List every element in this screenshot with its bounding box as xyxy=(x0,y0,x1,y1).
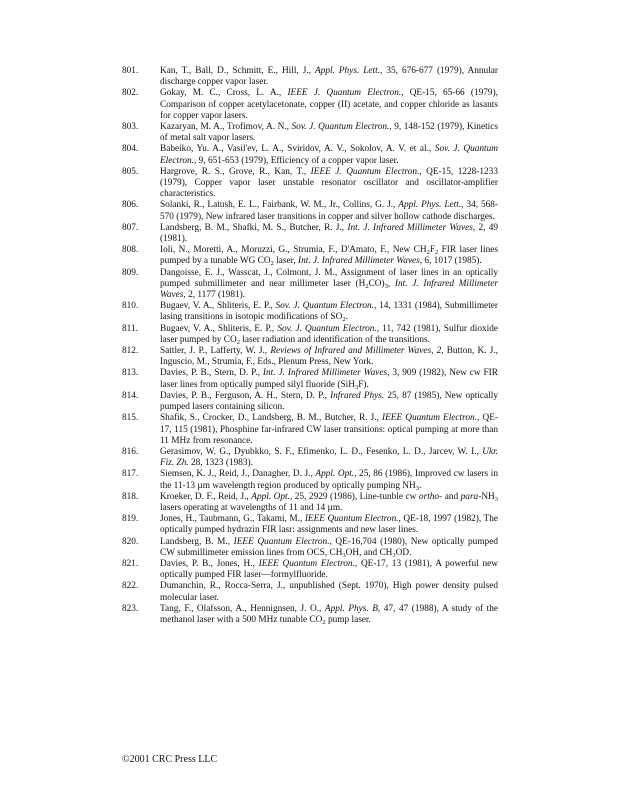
reference-text xyxy=(160,559,498,581)
reference-number: 819. xyxy=(122,514,139,525)
subscript: 2 xyxy=(270,260,274,268)
reference-number: 809. xyxy=(122,267,139,278)
reference-text xyxy=(160,604,498,626)
journal-title: Sov. J. Quantum Electron. xyxy=(277,323,377,334)
subscript: 2 xyxy=(342,316,346,324)
reference-item xyxy=(122,66,498,88)
reference-item xyxy=(122,413,498,447)
reference-number: 802. xyxy=(122,88,139,99)
journal-title: Appl. Opt. xyxy=(315,469,355,480)
reference-number: 817. xyxy=(122,469,139,480)
reference-item xyxy=(122,492,498,514)
reference-segment: pump laser. xyxy=(325,614,371,625)
reference-segment: , 2, 49 (1981). xyxy=(160,222,498,245)
journal-title: Sov. J. Quantum Electron. xyxy=(291,122,390,133)
subscript: 2 xyxy=(365,282,369,290)
reference-segment: laser, xyxy=(273,256,299,267)
reference-item xyxy=(122,144,498,166)
journal-title: IEEE Quantum Electron. xyxy=(233,536,330,547)
reference-item xyxy=(122,223,498,245)
reference-segment: Landsberg, B. M., Shafki, M. S., Butcher, R. J., xyxy=(160,222,348,233)
journal-title: Int. J. Infrared Millimeter Waves xyxy=(160,278,498,301)
reference-text xyxy=(160,492,498,514)
reference-segment: CO) xyxy=(368,278,385,289)
reference-segment: , QE-17, 115 (1981), Phosphine far-infrared CW laser transitions: optical pumping at more than 11 MHz from resonance. xyxy=(160,413,498,446)
journal-title: Int. J. Infrared Millimeter Waves, xyxy=(298,256,423,267)
reference-text xyxy=(160,413,498,447)
reference-number: 810. xyxy=(122,301,139,312)
reference-segment: Hargrove, R. S., Grove, R., Kan, T., xyxy=(160,166,311,177)
journal-title: Sov. J. Quantum Electron. xyxy=(275,301,374,312)
reference-segment: Gerasimov, W. G., Dyubkko, S. F., Efimenko, L. D., Fesenko, L. D., Jarcev, W. I., xyxy=(160,446,483,457)
journal-title: IEEE Quantum Electron. xyxy=(304,514,399,525)
reference-number: 801. xyxy=(122,66,139,76)
reference-item xyxy=(122,301,498,323)
reference-text xyxy=(160,514,498,536)
reference-segment: . xyxy=(345,312,348,323)
reference-text xyxy=(160,245,498,267)
reference-item xyxy=(122,167,498,201)
reference-segment: 6, 1017 (1985). xyxy=(422,256,482,267)
reference-item xyxy=(122,537,498,559)
reference-item xyxy=(122,581,498,603)
reference-segment: Ioli, N., Moretti, A., Moruzzi, G., Strumia, F., D'Amato, F., New CH xyxy=(160,245,427,256)
reference-segment: , 25, 2929 (1986), Line-tunble cw xyxy=(289,491,419,502)
reference-item xyxy=(122,469,498,491)
reference-segment: 25, 87 (1985), New optically pumped lasers containing silicon. xyxy=(160,390,498,413)
subscript: 2 xyxy=(426,249,430,257)
reference-segment: , QE-17, 13 (1981), A powerful new optically pumped FIR laser—formylfluoride. xyxy=(160,558,498,581)
reference-segment: F). xyxy=(358,379,369,390)
journal-title: Appl. Phys. Lett. xyxy=(315,66,381,76)
reference-segment: Dumanchin, R., Rocca-Serra, J., unpublished (Sept. 1970), High power density pulsed molecular laser. xyxy=(160,581,498,603)
reference-segment: , QE-15, 65-66 (1979), Comparison of copper acetylacetonate, copper (II) acetate, and copper chloride as lasants for copper vapor lasers. xyxy=(160,88,498,121)
reference-text xyxy=(160,223,498,245)
reference-number: 823. xyxy=(122,603,139,614)
reference-segment: , 14, 1331 (1984), Submillimeter lasing transitions in isotopic modifications of SO xyxy=(160,301,498,323)
subscript: 2 xyxy=(434,249,439,257)
reference-segment: 47, 47 (1988), A study of the methanol laser with a 500 MHz tunable CO xyxy=(160,603,499,625)
reference-text xyxy=(160,144,498,166)
reference-segment: Gokay, M. C., Cross, L. A., xyxy=(160,88,288,99)
reference-segment: 3, 909 (1982), New cw FIR laser lines from optically pumped silyl fluoride (SiH xyxy=(160,368,498,390)
reference-segment: Kan, T., Ball, D., Schmitt, E., Hill, J., xyxy=(160,66,315,76)
reference-item xyxy=(122,391,498,413)
reference-number: 803. xyxy=(122,122,139,133)
journal-title: para- xyxy=(460,491,482,502)
reference-segment: , QE-18, 1997 (1982), The optically pumped hydrazin FIR lasr: assignments and new laser lines. xyxy=(160,514,498,536)
journal-title: IEEE J. Quantum Electron. xyxy=(287,88,402,99)
reference-segment: F xyxy=(429,245,435,256)
reference-segment: and xyxy=(442,491,461,502)
reference-item xyxy=(122,604,498,626)
reference-item xyxy=(122,447,498,469)
reference-number: 812. xyxy=(122,346,139,357)
reference-segment: , QE-15, 1228-1233 (1979), Copper vapor laser unstable resonator oscillator and oscillator-amplifier characteristics. xyxy=(160,166,498,200)
reference-segment: Landsberg, B. M., xyxy=(160,536,234,547)
reference-segment: Tang, F., Olafsson, A., Hennignsen, J. O., xyxy=(160,603,325,614)
reference-segment: , 11, 742 (1981), Sulfur dioxide laser pumped by CO xyxy=(160,323,499,345)
reference-text xyxy=(160,200,498,222)
reference-text xyxy=(160,167,498,201)
reference-text xyxy=(160,581,498,603)
reference-number: 805. xyxy=(122,166,139,177)
reference-number: 821. xyxy=(122,558,139,569)
subscript: 3 xyxy=(494,495,498,503)
reference-segment: FIR laser lines pumped by a tunable WG CO xyxy=(160,245,498,267)
reference-segment: Bugaev, V. A., Shliteris, E. P., xyxy=(160,323,278,334)
reference-text xyxy=(160,346,498,368)
journal-title: Int. J. Infrared Millimeter Waves, xyxy=(262,368,390,379)
subscript: 3 xyxy=(342,551,346,559)
journal-title: ortho- xyxy=(418,491,443,502)
reference-segment: Sattler, J. P., Lafferty, W. J., xyxy=(160,346,271,357)
reference-item xyxy=(122,122,498,144)
reference-item xyxy=(122,324,498,346)
subscript: 3 xyxy=(354,383,359,391)
reference-number: 808. xyxy=(122,245,139,256)
reference-text xyxy=(160,368,498,390)
reference-segment: NH xyxy=(481,491,495,502)
journal-title: Ukr. Fiz. Zh. xyxy=(160,446,498,469)
reference-number: 804. xyxy=(122,144,139,155)
reference-text xyxy=(160,268,498,302)
reference-item xyxy=(122,559,498,581)
reference-segment: , 35, 676-677 (1979), Annular discharge copper vapor laser. xyxy=(160,66,498,88)
journal-title: IEEE J. Quantum Electron. xyxy=(310,166,420,177)
reference-segment: Davies, P. B., Jones, H., xyxy=(160,558,259,569)
reference-item xyxy=(122,88,498,122)
reference-item xyxy=(122,200,498,222)
reference-item xyxy=(122,368,498,390)
reference-number: 814. xyxy=(122,390,139,401)
reference-number: 807. xyxy=(122,222,139,233)
reference-item xyxy=(122,346,498,368)
reference-text xyxy=(160,301,498,323)
reference-segment: lasers operating at wavelengths of 11 and 14 µm. xyxy=(160,502,343,513)
reference-number: 811. xyxy=(122,323,138,334)
subscript: 3 xyxy=(392,551,396,559)
journal-title: Int. J. Infrared Millimeter Waves xyxy=(347,222,473,233)
reference-text xyxy=(160,447,498,469)
reference-segment: , 2, 1177 (1981). xyxy=(183,290,246,301)
reference-number: 806. xyxy=(122,200,139,211)
reference-segment: , 9, 651-653 (1979), Efficiency of a copper vapor laser. xyxy=(194,155,399,166)
subscript: 3 xyxy=(415,484,419,492)
reference-segment: , 25, 86 (1986), Improved cw lasers in the 11-13 µm wavelength region produced by optically pumping NH xyxy=(160,469,498,491)
reference-number: 820. xyxy=(122,536,139,547)
reference-segment: Davies, P. B., Ferguson, A. H., Stern, D. P., xyxy=(160,390,331,401)
reference-segment: , 34, 568-570 (1979), New infrared laser transitions in copper and silver hollow cathode discharges. xyxy=(160,200,498,222)
journal-title: Reviews of Infrared and Millimeter Waves, 2, xyxy=(270,346,444,357)
reference-segment: , xyxy=(387,278,395,289)
subscript: 3 xyxy=(384,282,388,290)
reference-item xyxy=(122,245,498,267)
reference-segment: 28, 1323 (1983). xyxy=(188,458,253,469)
reference-number: 822. xyxy=(122,581,139,592)
reference-segment: Jones, H., Taubmann, G., Takami, M., xyxy=(160,514,305,525)
journal-title: IEEE Quantum Electron. xyxy=(258,558,355,569)
reference-list xyxy=(122,66,498,626)
reference-segment: Shafik, S., Crocker, D., Landsberg, B. M., Butcher, R. J., xyxy=(160,413,383,424)
reference-segment: Dangoisse, E. J., Wasscat, J., Colmont, J. M., Assignment of laser lines in an optically pumped submillimeter and near millimeter laser (H xyxy=(160,267,498,289)
reference-segment: Kazaryan, M. A., Trofimov, A. N., xyxy=(160,122,292,133)
reference-item xyxy=(122,268,498,302)
subscript: 2 xyxy=(236,338,240,346)
copyright-footer: ©2001 CRC Press LLC xyxy=(122,754,218,765)
reference-number: 813. xyxy=(122,368,139,379)
reference-segment: Button, K. J., Inguscio, M., Strumia, F., Eds., Plenum Press, New York. xyxy=(160,346,498,368)
reference-segment: OD. xyxy=(395,547,412,558)
reference-text xyxy=(160,391,498,413)
journal-title: Appl. Phys. Lett. xyxy=(398,200,462,211)
reference-text xyxy=(160,537,498,559)
journal-title: Sov. J. Quantum Electron. xyxy=(160,144,498,166)
journal-title: Appl. Opt. xyxy=(251,491,290,502)
reference-text xyxy=(160,88,498,122)
reference-number: 816. xyxy=(122,446,139,457)
reference-segment: Davies, P. B., Stern, D. P., xyxy=(160,368,263,379)
reference-segment: , 9, 148-152 (1979), Kinetics of metal salt vapor lasers. xyxy=(160,122,498,144)
reference-segment: . xyxy=(418,480,422,491)
reference-segment: OH, and CH xyxy=(345,547,393,558)
reference-segment: Babeiko, Yu. A., Vasil'ev, L. A., Sviridov, A. V., Sokolov, A. V. et al., xyxy=(160,144,435,155)
reference-segment: Siemsen, K. J., Reid, J., Danagher, D. J., xyxy=(160,469,316,480)
reference-segment: , QE-16,704 (1980), New optically pumped CW submillimeter emission lines from OCS, CH xyxy=(160,536,498,558)
journal-title: Appl. Phys. B, xyxy=(324,603,381,614)
reference-segment: Solanki, R., Latush, E. L., Fairbank, W. M., Jr., Collins, G. J., xyxy=(160,200,399,211)
reference-segment: laser radiation and identification of the transitions. xyxy=(239,334,430,345)
reference-number: 818. xyxy=(122,491,139,502)
reference-number: 815. xyxy=(122,413,139,424)
journal-title: IEEE Quantum Electron. xyxy=(382,413,478,424)
journal-title: Infrared Phys. xyxy=(330,390,385,401)
reference-text xyxy=(160,66,498,88)
reference-text xyxy=(160,469,498,491)
reference-segment: Bugaev, V. A., Shliteris, E. P., xyxy=(160,301,276,312)
subscript: 2 xyxy=(322,618,326,626)
reference-text xyxy=(160,324,498,346)
reference-text xyxy=(160,122,498,144)
reference-segment: Kroeker, D. F., Reid, J., xyxy=(160,491,252,502)
reference-item xyxy=(122,514,498,536)
